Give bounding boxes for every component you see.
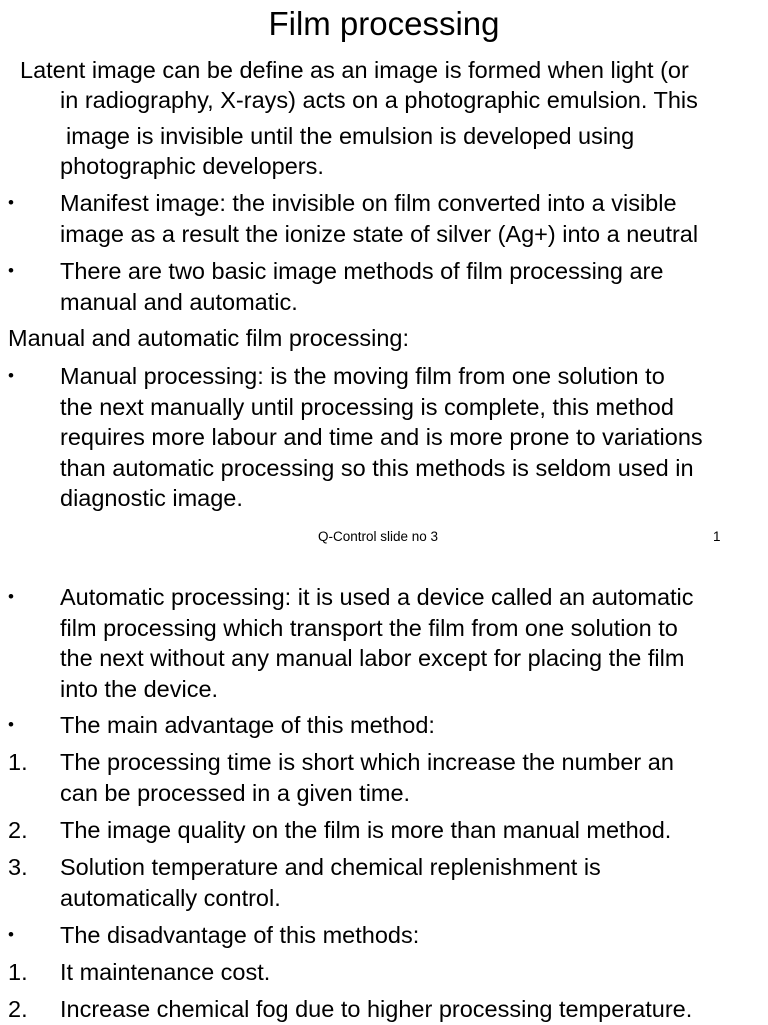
list-number: 1. bbox=[8, 749, 28, 775]
disadvantage-item: It maintenance cost. bbox=[60, 959, 271, 985]
advantage-item: Solution temperature and chemical replenishment is automatically control. bbox=[60, 854, 601, 911]
list-number: 2. bbox=[8, 817, 28, 843]
list-number: 2. bbox=[8, 996, 28, 1022]
latent-intro-line-1: Latent image can be define as an image is formed when light (or bbox=[20, 57, 689, 83]
bullet-marker: • bbox=[8, 925, 14, 944]
page-number: 1 bbox=[713, 529, 721, 544]
bullet-marker: • bbox=[8, 587, 14, 606]
section-heading: Manual and automatic film processing: bbox=[8, 325, 410, 351]
advantage-heading: The main advantage of this method: bbox=[60, 712, 435, 738]
page-title: Film processing bbox=[268, 5, 500, 42]
advantage-item: The processing time is short which increase the number an can be processed in a given time. bbox=[60, 749, 674, 806]
disadvantage-item: Increase chemical fog due to higher processing temperature. bbox=[60, 996, 693, 1022]
methods-bullet-text: There are two basic image methods of film processing are manual and automatic. bbox=[60, 258, 664, 315]
bullet-marker: • bbox=[8, 366, 14, 385]
bullet-marker: • bbox=[8, 193, 14, 212]
bullet-marker: • bbox=[8, 261, 14, 280]
latent-intro-line-2: in radiography, X-rays) acts on a photographic emulsion. This bbox=[60, 87, 698, 113]
advantage-item: The image quality on the film is more than manual method. bbox=[60, 817, 672, 843]
latent-intro-line-4: photographic developers. bbox=[60, 153, 324, 179]
list-number: 3. bbox=[8, 854, 28, 880]
slide-footer-label: Q-Control slide no 3 bbox=[318, 529, 439, 544]
list-number: 1. bbox=[8, 959, 28, 985]
manifest-bullet-text: Manifest image: the invisible on film converted into a visible image as a result the ionize state of silver (Ag+) into a neutral bbox=[60, 190, 699, 247]
bullet-marker: • bbox=[8, 715, 14, 734]
automatic-bullet-text: Automatic processing: it is used a device called an automatic film processing which transport the film from one solution to the next without any manual labor except for placing the film into the device. bbox=[60, 584, 694, 702]
disadvantage-heading: The disadvantage of this methods: bbox=[60, 922, 420, 948]
manual-bullet-text: Manual processing: is the moving film from one solution to the next manually until processing is complete, this method requires more labour and time and is more prone to variations than automatic processing so this methods is seldom used in diagnostic image. bbox=[60, 363, 703, 511]
latent-intro-line-3: image is invisible until the emulsion is developed using bbox=[66, 123, 635, 149]
